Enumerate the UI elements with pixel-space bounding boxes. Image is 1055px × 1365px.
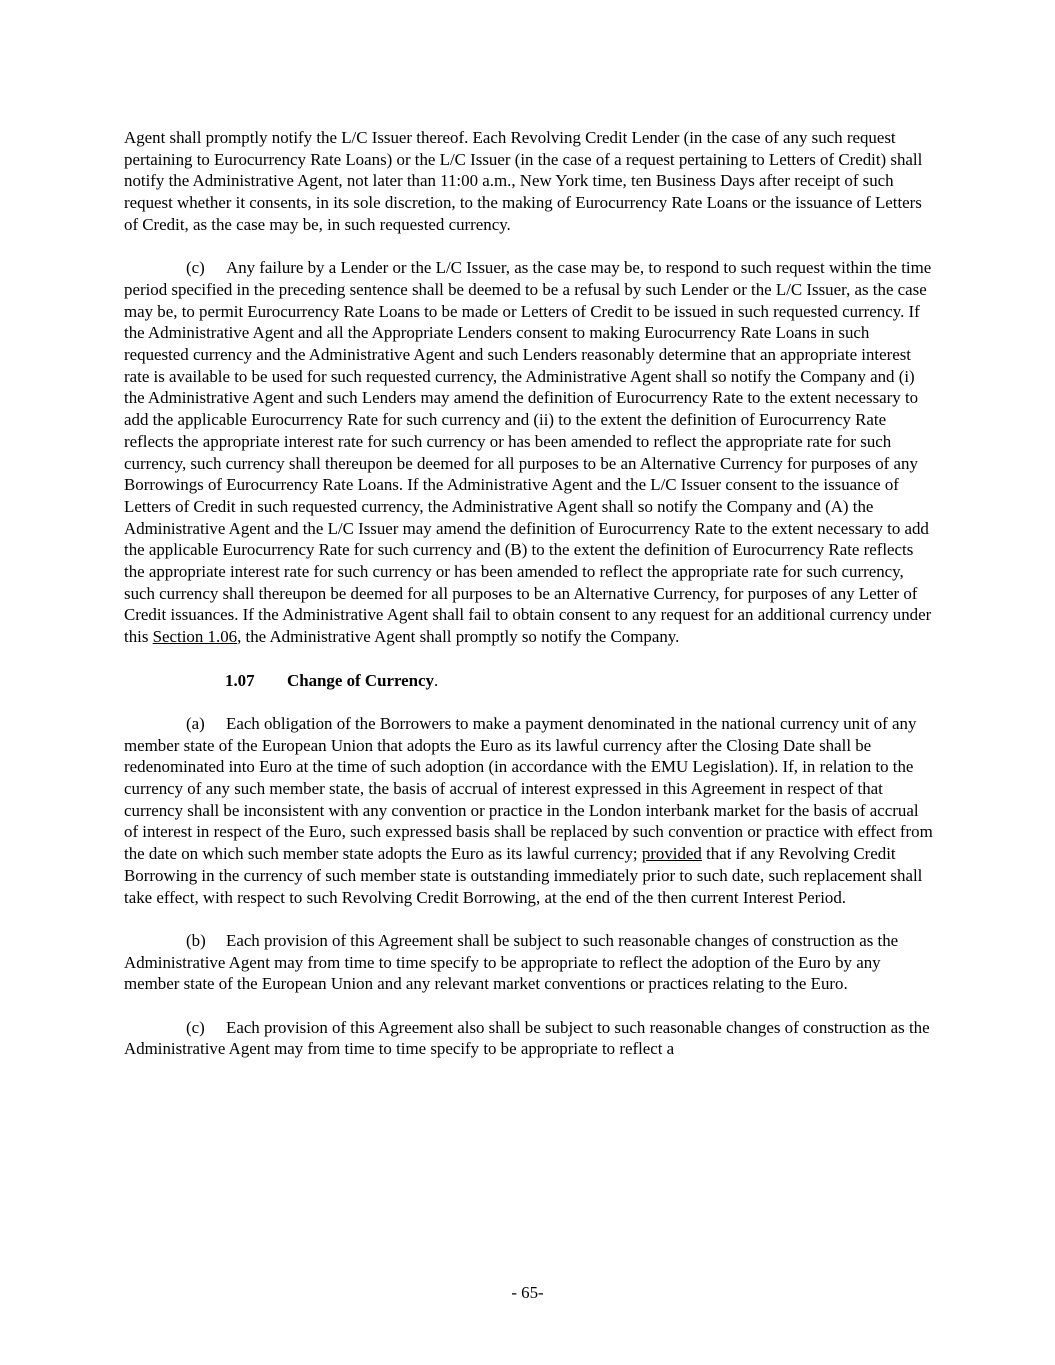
section-heading [124, 670, 936, 692]
paragraph-continuation: Agent shall promptly notify the L/C Issuer thereof. Each Revolving Credit Lender (in the case of any such request pertaining to Eurocurrency Rate Loans) or the L/C Issuer (in the case of a request pertaining to Letters of Credit) shall notify the Administrative Agent, not later than 11:00 a.m., New York time, ten Business Days after receipt of such request whether it consents, in its sole discretion, to the making of Eurocurrency Rate Loans or the issuance of Letters of Credit, as the case may be, in such requested currency. [124, 128, 923, 234]
paragraph-text: Each provision of this Agreement shall be subject to such reasonable changes of construction as the Administrative Agent may from time to time specify to be appropriate to reflect the adoption of the Euro by any member state of the European Union and any relevant market conventions or practices relating to the Euro. [124, 930, 899, 994]
provided-term: provided [641, 844, 702, 864]
paragraph-text: Each provision of this Agreement also shall be subject to such reasonable changes of construction as the Administrative Agent may from time to time specify to be appropriate to reflect a [124, 1017, 930, 1059]
paragraph-text: Each obligation of the Borrowers to make a payment denominated in the national currency unit of any member state of the European Union that adopts the Euro as its lawful currency after the Closing Date shall be redenominated into Euro at the time of such adoption (in accordance with the EMU Legislation). If, in relation to the currency of any such member state, the basis of accrual of interest expressed in this Agreement in respect of that currency shall be inconsistent with any convention or practice in the London interbank market for the basis of accrual of interest in respect of the Euro, such expressed basis shall be replaced by such convention or practice with effect from the date on which such member state adopts the Euro as its lawful currency; [124, 713, 933, 864]
section-number: 1.07 [225, 670, 255, 690]
paragraph-text: Any failure by a Lender or the L/C Issuer, as the case may be, to respond to such request within the time period specified in the preceding sentence shall be deemed to be a refusal by such Lender or the L/C Issuer, as the case may be, to permit Eurocurrency Rate Loans to be made or Letters of Credit to be issued in such requested currency. If the Administrative Agent and all the Appropriate Lenders consent to making Eurocurrency Rate Loans in such requested currency and the Administrative Agent and such Lenders reasonably determine that an appropriate interest rate is available to be used for such requested currency, the Administrative Agent shall so notify the Company and (i) the Administrative Agent and such Lenders may amend the definition of Eurocurrency Rate to the extent necessary to add the applicable Eurocurrency Rate for such currency and (ii) to the extent the definition of Eurocurrency Rate reflects the appropriate interest rate for such currency or has been amended to reflect the appropriate rate for such currency, such currency shall thereupon be deemed for all purposes to be an Alternative Currency for purposes of any Borrowings of Eurocurrency Rate Loans. If the Administrative Agent and the L/C Issuer consent to the issuance of Letters of Credit in such requested currency, the Administrative Agent shall so notify the Company and (A) the Administrative Agent and the L/C Issuer may amend the definition of Eurocurrency Rate to the extent necessary to add the applicable Eurocurrency Rate for such currency and (B) to the extent the definition of Eurocurrency Rate reflects the appropriate interest rate for such currency or has been amended to reflect the appropriate rate for such currency, such currency shall thereupon be deemed for all purposes to be an Alternative Currency, for purposes of any Letter of Credit issuances. If the Administrative Agent shall fail to obtain consent to any request for an additional currency under this [124, 258, 932, 647]
paragraph-label: (c) [186, 1017, 205, 1037]
paragraph-text-end: that if any Revolving Credit Borrowing in the currency of such member state is outstanding immediately prior to such date, such replacement shall take effect, with respect to such Revolving Credit Borrowing, at the end of the then current Interest Period. [124, 844, 923, 907]
paragraph-text-end: , the Administrative Agent shall promptly so notify the Company. [237, 627, 680, 647]
document-body [124, 127, 936, 1082]
paragraph-b-construction [124, 930, 936, 995]
page-number: - 65- [511, 1283, 544, 1302]
paragraph-c-construction [124, 1017, 936, 1060]
section-reference-link[interactable]: Section 1.06 [152, 627, 238, 647]
paragraph-label: (a) [186, 713, 205, 733]
section-title-period: . [434, 670, 439, 690]
paragraph-label: (c) [186, 258, 205, 278]
paragraph-c-lender-consent [124, 257, 936, 648]
paragraph-a-redenomination [124, 713, 936, 908]
paragraph-label: (b) [186, 930, 206, 950]
section-title: Change of Currency [287, 670, 435, 690]
